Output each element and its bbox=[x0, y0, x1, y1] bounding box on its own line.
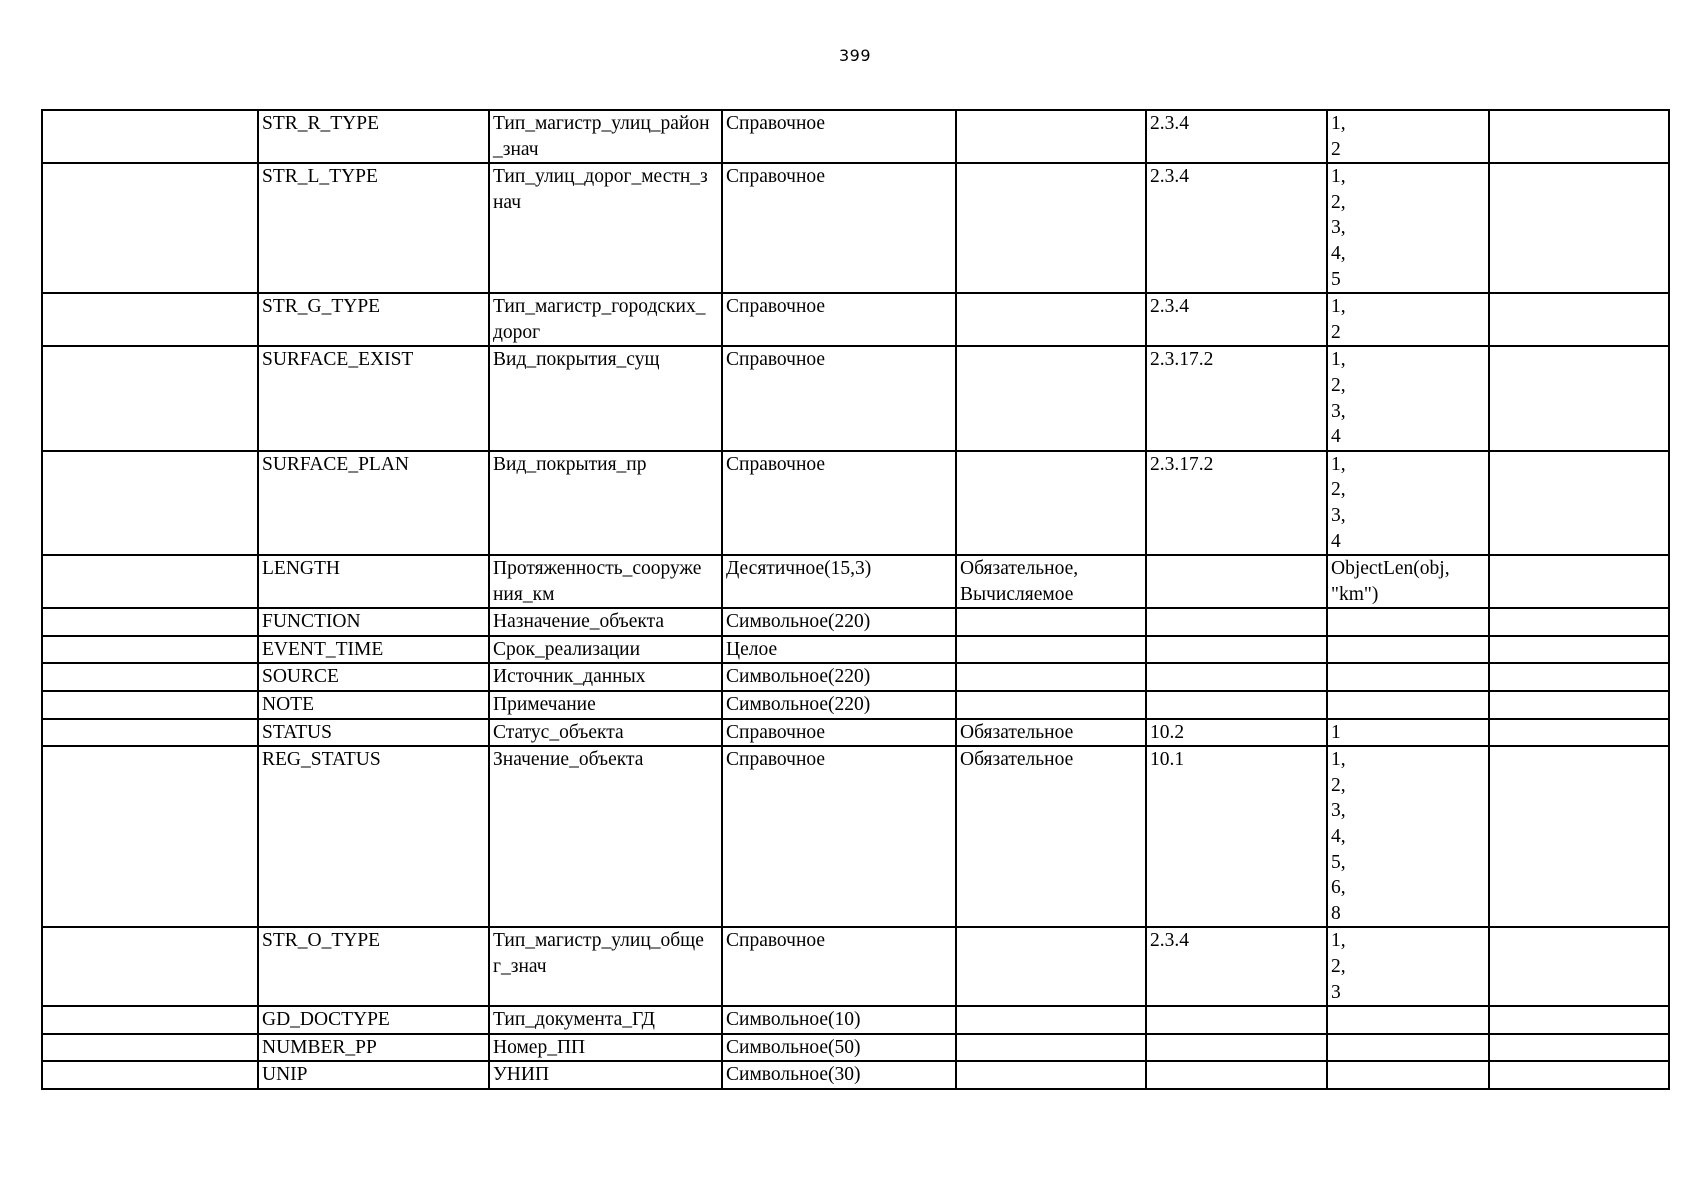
field-name-line: Назначение_объекта bbox=[493, 611, 665, 633]
values-line: 1, bbox=[1331, 296, 1346, 318]
blank-cell bbox=[42, 1006, 258, 1034]
table-row bbox=[42, 346, 1669, 450]
field-type-cell: Справочное bbox=[722, 719, 956, 747]
values-line: 1, bbox=[1331, 113, 1346, 134]
values-cell bbox=[1327, 1061, 1489, 1089]
table-row bbox=[42, 110, 1669, 163]
field-type-cell: Справочное bbox=[722, 346, 956, 450]
values-line: "km") bbox=[1331, 583, 1379, 605]
values-cell bbox=[1327, 691, 1489, 719]
extra-cell bbox=[1489, 1061, 1669, 1089]
values-cell bbox=[1327, 719, 1489, 747]
field-name-line: нач bbox=[493, 191, 522, 213]
values-line: 2 bbox=[1331, 321, 1341, 343]
extra-cell bbox=[1489, 691, 1669, 719]
field-name-cell bbox=[489, 346, 722, 450]
table-row bbox=[42, 663, 1669, 691]
table-row bbox=[42, 1006, 1669, 1034]
field-name-line: г_знач bbox=[493, 956, 547, 977]
requirement-cell bbox=[956, 163, 1146, 293]
field-code-cell: SURFACE_PLAN bbox=[258, 451, 489, 555]
extra-cell bbox=[1489, 110, 1669, 163]
values-cell bbox=[1327, 608, 1489, 636]
values-line: 2, bbox=[1331, 374, 1346, 396]
blank-cell bbox=[42, 746, 258, 927]
requirement-cell bbox=[956, 1006, 1146, 1034]
values-line: 3, bbox=[1331, 504, 1346, 526]
values-line: 1, bbox=[1331, 930, 1346, 952]
section-cell: 10.1 bbox=[1146, 746, 1327, 927]
requirement-line: Обязательное, bbox=[960, 558, 1079, 580]
extra-cell bbox=[1489, 1034, 1669, 1062]
field-name-cell bbox=[489, 746, 722, 927]
section-cell: 10.2 bbox=[1146, 719, 1327, 747]
values-line: 6, bbox=[1331, 877, 1346, 899]
requirement-cell bbox=[956, 746, 1146, 927]
values-line: 3, bbox=[1331, 800, 1346, 822]
field-name-line: Статус_объекта bbox=[493, 721, 624, 743]
section-cell bbox=[1146, 1061, 1327, 1089]
blank-cell bbox=[42, 346, 258, 450]
field-name-line: Вид_покрытия_пр bbox=[493, 453, 647, 475]
table-row bbox=[42, 163, 1669, 293]
values-line: 1 bbox=[1331, 721, 1341, 743]
section-cell: 2.3.4 bbox=[1146, 110, 1327, 163]
field-name-line: Тип_улиц_дорог_местн_з bbox=[493, 166, 708, 188]
requirement-line: Обязательное bbox=[960, 749, 1074, 771]
table-row bbox=[42, 691, 1669, 719]
blank-cell bbox=[42, 451, 258, 555]
field-name-cell bbox=[489, 293, 722, 346]
values-line: 1, bbox=[1331, 166, 1346, 188]
field-code-cell: GD_DOCTYPE bbox=[258, 1006, 489, 1034]
section-cell bbox=[1146, 636, 1327, 664]
field-code-cell: LENGTH bbox=[258, 555, 489, 608]
field-name-cell bbox=[489, 110, 722, 163]
values-cell bbox=[1327, 1034, 1489, 1062]
values-cell bbox=[1327, 451, 1489, 555]
values-line: 2, bbox=[1331, 774, 1346, 796]
table-row bbox=[42, 719, 1669, 747]
field-type-cell: Символьное(30) bbox=[722, 1061, 956, 1089]
extra-cell bbox=[1489, 719, 1669, 747]
field-type-cell: Справочное bbox=[722, 163, 956, 293]
field-name-line: Вид_покрытия_сущ bbox=[493, 349, 660, 371]
section-cell: 2.3.17.2 bbox=[1146, 451, 1327, 555]
requirement-cell bbox=[956, 555, 1146, 608]
values-cell bbox=[1327, 746, 1489, 927]
values-line: ObjectLen(obj, bbox=[1331, 558, 1450, 580]
field-name-cell bbox=[489, 1034, 722, 1062]
requirement-cell bbox=[956, 927, 1146, 1006]
field-code-cell: SURFACE_EXIST bbox=[258, 346, 489, 450]
field-name-cell bbox=[489, 1006, 722, 1034]
table-row bbox=[42, 636, 1669, 664]
values-line: 8 bbox=[1331, 902, 1341, 924]
field-name-line: Источник_данных bbox=[493, 666, 646, 688]
blank-cell bbox=[42, 691, 258, 719]
values-line: 5, bbox=[1331, 851, 1346, 873]
requirement-cell bbox=[956, 451, 1146, 555]
field-name-line: Значение_объекта bbox=[493, 749, 644, 771]
page-number: 399 bbox=[838, 46, 872, 65]
field-name-line: _знач bbox=[493, 138, 539, 160]
requirement-line: Обязательное bbox=[960, 721, 1074, 743]
extra-cell bbox=[1489, 927, 1669, 1006]
section-cell bbox=[1146, 555, 1327, 608]
field-name-line: Тип_магистр_улиц_обще bbox=[493, 930, 704, 952]
blank-cell bbox=[42, 110, 258, 163]
field-type-cell: Справочное bbox=[722, 293, 956, 346]
field-code-cell: STR_O_TYPE bbox=[258, 927, 489, 1006]
table-row bbox=[42, 555, 1669, 608]
field-name-line: ния_км bbox=[493, 583, 555, 605]
field-type-cell: Символьное(220) bbox=[722, 608, 956, 636]
field-name-cell bbox=[489, 663, 722, 691]
field-type-cell: Справочное bbox=[722, 746, 956, 927]
values-line: 2, bbox=[1331, 956, 1346, 977]
section-cell: 2.3.17.2 bbox=[1146, 346, 1327, 450]
values-line: 4, bbox=[1331, 826, 1346, 848]
blank-cell bbox=[42, 636, 258, 664]
field-name-line: Протяженность_сооруже bbox=[493, 558, 702, 580]
field-name-line: Примечание bbox=[493, 694, 596, 716]
field-type-cell: Символьное(220) bbox=[722, 663, 956, 691]
extra-cell bbox=[1489, 163, 1669, 293]
requirement-cell bbox=[956, 719, 1146, 747]
values-line: 2 bbox=[1331, 138, 1341, 160]
field-code-cell: EVENT_TIME bbox=[258, 636, 489, 664]
field-code-cell: STR_G_TYPE bbox=[258, 293, 489, 346]
requirement-cell bbox=[956, 346, 1146, 450]
field-code-cell: UNIP bbox=[258, 1061, 489, 1089]
table-row bbox=[42, 927, 1669, 1006]
field-name-line: Срок_реализации bbox=[493, 638, 641, 660]
section-cell: 2.3.4 bbox=[1146, 293, 1327, 346]
field-code-cell: FUNCTION bbox=[258, 608, 489, 636]
field-name-cell bbox=[489, 451, 722, 555]
field-code-cell: SOURCE bbox=[258, 663, 489, 691]
field-name-cell bbox=[489, 608, 722, 636]
section-cell bbox=[1146, 691, 1327, 719]
values-cell bbox=[1327, 1006, 1489, 1034]
values-line: 1, bbox=[1331, 453, 1346, 475]
section-cell bbox=[1146, 608, 1327, 636]
field-name-cell bbox=[489, 927, 722, 1006]
table-row bbox=[42, 293, 1669, 346]
field-name-line: УНИП bbox=[493, 1064, 550, 1086]
values-line: 3 bbox=[1331, 981, 1341, 1003]
field-name-cell bbox=[489, 555, 722, 608]
extra-cell bbox=[1489, 346, 1669, 450]
field-code-cell: STR_R_TYPE bbox=[258, 110, 489, 163]
field-name-line: Тип_магистр_городских_ bbox=[493, 296, 706, 318]
field-code-cell: NOTE bbox=[258, 691, 489, 719]
field-name-cell bbox=[489, 719, 722, 747]
blank-cell bbox=[42, 293, 258, 346]
table-body bbox=[42, 110, 1669, 1089]
field-type-cell: Справочное bbox=[722, 110, 956, 163]
field-name-line: Тип_документа_ГД bbox=[493, 1009, 655, 1031]
extra-cell bbox=[1489, 293, 1669, 346]
values-cell bbox=[1327, 663, 1489, 691]
field-code-cell: STR_L_TYPE bbox=[258, 163, 489, 293]
field-code-cell: REG_STATUS bbox=[258, 746, 489, 927]
requirement-cell bbox=[956, 110, 1146, 163]
blank-cell bbox=[42, 1034, 258, 1062]
requirement-cell bbox=[956, 1034, 1146, 1062]
extra-cell bbox=[1489, 746, 1669, 927]
field-type-cell: Символьное(10) bbox=[722, 1006, 956, 1034]
extra-cell bbox=[1489, 1006, 1669, 1034]
table-row bbox=[42, 1061, 1669, 1089]
field-type-cell: Справочное bbox=[722, 451, 956, 555]
extra-cell bbox=[1489, 555, 1669, 608]
extra-cell bbox=[1489, 636, 1669, 664]
values-line: 3, bbox=[1331, 217, 1346, 239]
requirement-cell bbox=[956, 691, 1146, 719]
requirement-cell bbox=[956, 293, 1146, 346]
field-name-line: Тип_магистр_улиц_район bbox=[493, 113, 710, 134]
blank-cell bbox=[42, 1061, 258, 1089]
field-name-cell bbox=[489, 691, 722, 719]
section-cell bbox=[1146, 1006, 1327, 1034]
extra-cell bbox=[1489, 608, 1669, 636]
table-row bbox=[42, 746, 1669, 927]
table-row bbox=[42, 608, 1669, 636]
values-cell bbox=[1327, 293, 1489, 346]
blank-cell bbox=[42, 555, 258, 608]
blank-cell bbox=[42, 719, 258, 747]
requirement-line: Вычисляемое bbox=[960, 583, 1074, 605]
field-type-cell: Символьное(50) bbox=[722, 1034, 956, 1062]
field-code-cell: NUMBER_PP bbox=[258, 1034, 489, 1062]
requirement-cell bbox=[956, 1061, 1146, 1089]
requirement-cell bbox=[956, 636, 1146, 664]
field-type-cell: Десятичное(15,3) bbox=[722, 555, 956, 608]
table-row bbox=[42, 1034, 1669, 1062]
values-line: 5 bbox=[1331, 268, 1341, 290]
values-line: 4 bbox=[1331, 426, 1341, 448]
table-row bbox=[42, 451, 1669, 555]
extra-cell bbox=[1489, 663, 1669, 691]
blank-cell bbox=[42, 163, 258, 293]
field-name-cell bbox=[489, 163, 722, 293]
blank-cell bbox=[42, 663, 258, 691]
field-type-cell: Справочное bbox=[722, 927, 956, 1006]
values-line: 4 bbox=[1331, 530, 1341, 552]
values-line: 1, bbox=[1331, 749, 1346, 771]
attribute-table bbox=[41, 109, 1670, 1090]
field-name-line: дорог bbox=[493, 321, 541, 343]
values-cell bbox=[1327, 927, 1489, 1006]
values-cell bbox=[1327, 636, 1489, 664]
values-line: 4, bbox=[1331, 242, 1346, 264]
section-cell: 2.3.4 bbox=[1146, 163, 1327, 293]
requirement-cell bbox=[956, 608, 1146, 636]
values-line: 3, bbox=[1331, 400, 1346, 422]
extra-cell bbox=[1489, 451, 1669, 555]
values-cell bbox=[1327, 555, 1489, 608]
blank-cell bbox=[42, 927, 258, 1006]
values-line: 2, bbox=[1331, 191, 1346, 213]
section-cell bbox=[1146, 1034, 1327, 1062]
blank-cell bbox=[42, 608, 258, 636]
requirement-cell bbox=[956, 663, 1146, 691]
field-name-cell bbox=[489, 636, 722, 664]
values-cell bbox=[1327, 110, 1489, 163]
field-type-cell: Символьное(220) bbox=[722, 691, 956, 719]
field-type-cell: Целое bbox=[722, 636, 956, 664]
values-cell bbox=[1327, 163, 1489, 293]
section-cell bbox=[1146, 663, 1327, 691]
values-line: 1, bbox=[1331, 349, 1346, 371]
values-cell bbox=[1327, 346, 1489, 450]
field-name-line: Номер_ПП bbox=[493, 1036, 586, 1058]
field-code-cell: STATUS bbox=[258, 719, 489, 747]
values-line: 2, bbox=[1331, 479, 1346, 501]
section-cell: 2.3.4 bbox=[1146, 927, 1327, 1006]
field-name-cell bbox=[489, 1061, 722, 1089]
